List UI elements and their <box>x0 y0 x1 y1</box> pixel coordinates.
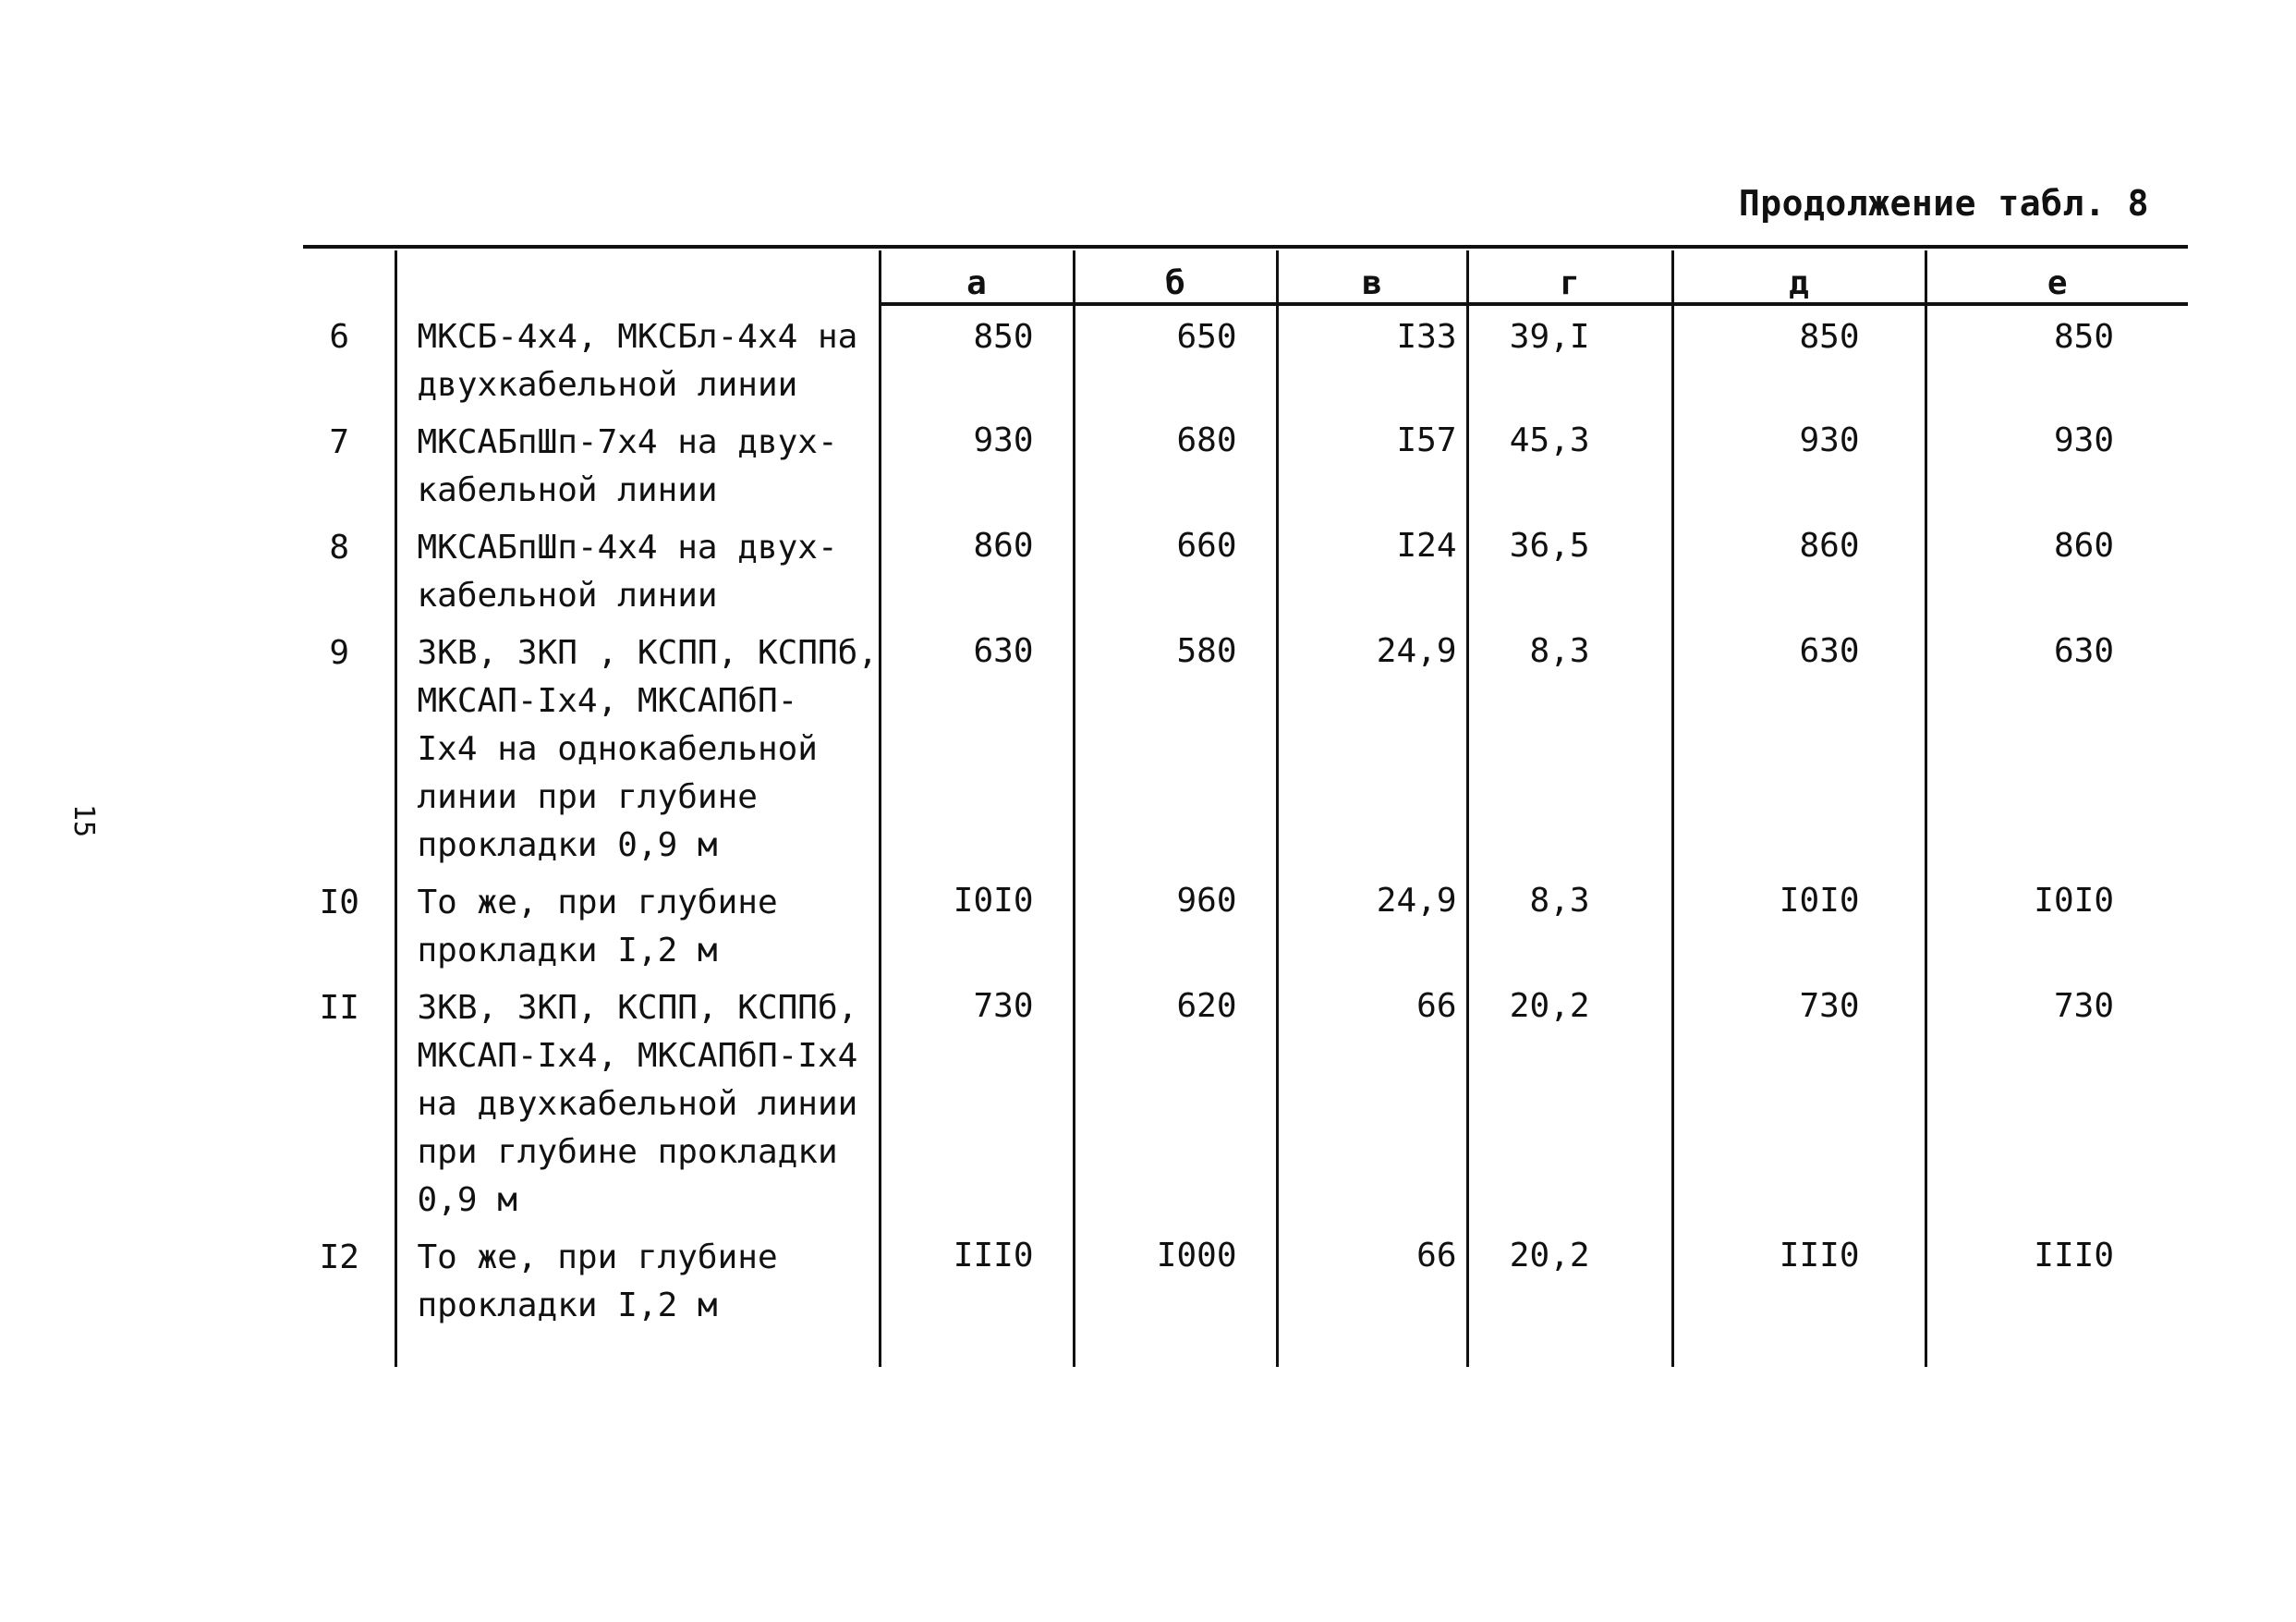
description-line: ЗКВ, ЗКП, КСПП, КСППб, <box>417 989 858 1027</box>
cell-b: 960 <box>1074 870 1277 975</box>
column-header-a: а <box>880 250 1074 304</box>
cell-e: 860 <box>1925 515 2188 620</box>
row-description <box>395 409 880 515</box>
data-table <box>303 250 2188 1367</box>
row-number: 7 <box>329 423 350 461</box>
cell-v: I33 <box>1277 304 1467 409</box>
cell-e: 730 <box>1925 975 2188 1225</box>
row-description <box>395 515 880 620</box>
cell-e: I0I0 <box>1925 870 2188 975</box>
cell-b: 580 <box>1074 620 1277 870</box>
description-line: прокладки I,2 м <box>417 1287 718 1324</box>
column-header-b: б <box>1074 250 1277 304</box>
column-header-e: е <box>1925 250 2188 304</box>
description-line: кабельной линии <box>417 577 718 615</box>
cell-d: III0 <box>1672 1225 1925 1367</box>
column-header-d: д <box>1672 250 1925 304</box>
cell-b: 620 <box>1074 975 1277 1225</box>
cell-e: III0 <box>1925 1225 2188 1367</box>
description-line: МКСАП-Iх4, МКСАПбП- <box>417 682 798 720</box>
row-number: 8 <box>329 529 350 567</box>
cell-g: 8,3 <box>1467 620 1672 870</box>
table-row <box>303 870 2188 975</box>
cell-d: I0I0 <box>1672 870 1925 975</box>
description-line: кабельной линии <box>417 471 718 509</box>
cell-g: 36,5 <box>1467 515 1672 620</box>
cell-v: I57 <box>1277 409 1467 515</box>
description-line: То же, при глубине <box>417 1238 778 1276</box>
row-number: II <box>319 989 359 1027</box>
row-description <box>395 620 880 870</box>
cell-a: III0 <box>880 1225 1074 1367</box>
cell-v: 24,9 <box>1277 870 1467 975</box>
cell-d: 630 <box>1672 620 1925 870</box>
table-caption: Продолжение табл. 8 <box>1738 183 2149 224</box>
description-line: Iх4 на однокабельной <box>417 730 818 768</box>
cell-d: 860 <box>1672 515 1925 620</box>
row-description <box>395 975 880 1225</box>
table-row <box>303 409 2188 515</box>
description-line: МКСБ-4х4, МКСБл-4х4 на <box>417 318 858 356</box>
table-body <box>303 304 2188 1367</box>
cell-d: 730 <box>1672 975 1925 1225</box>
cell-g: 20,2 <box>1467 975 1672 1225</box>
description-line: прокладки I,2 м <box>417 932 718 970</box>
cell-e: 630 <box>1925 620 2188 870</box>
table-row <box>303 304 2188 409</box>
cell-b: 680 <box>1074 409 1277 515</box>
table-row <box>303 515 2188 620</box>
cell-e: 930 <box>1925 409 2188 515</box>
description-line: при глубине прокладки <box>417 1133 838 1171</box>
cell-g: 20,2 <box>1467 1225 1672 1367</box>
cell-g: 8,3 <box>1467 870 1672 975</box>
column-header-g: г <box>1467 250 1672 304</box>
description-line: прокладки 0,9 м <box>417 826 718 864</box>
row-number: I2 <box>319 1238 359 1276</box>
row-number: I0 <box>319 884 359 921</box>
cell-b: I000 <box>1074 1225 1277 1367</box>
cell-a: 860 <box>880 515 1074 620</box>
cell-a: 630 <box>880 620 1074 870</box>
header-desc <box>395 250 880 304</box>
cell-b: 660 <box>1074 515 1277 620</box>
description-line: МКСАБпШп-4х4 на двух- <box>417 529 838 567</box>
cell-a: 930 <box>880 409 1074 515</box>
description-line: двухкабельной линии <box>417 366 798 404</box>
cell-v: 24,9 <box>1277 620 1467 870</box>
cell-d: 930 <box>1672 409 1925 515</box>
table-header-row <box>303 250 2188 304</box>
table-row <box>303 1225 2188 1367</box>
table-row <box>303 620 2188 870</box>
row-description <box>395 870 880 975</box>
row-number: 6 <box>329 318 350 356</box>
cell-g: 39,I <box>1467 304 1672 409</box>
cell-a: 850 <box>880 304 1074 409</box>
table-top-rule <box>303 245 2188 249</box>
description-line: 0,9 м <box>417 1181 517 1219</box>
description-line: на двухкабельной линии <box>417 1085 858 1123</box>
cell-b: 650 <box>1074 304 1277 409</box>
cell-e: 850 <box>1925 304 2188 409</box>
cell-v: I24 <box>1277 515 1467 620</box>
header-num <box>303 250 395 304</box>
row-description <box>395 1225 880 1367</box>
page-number: 15 <box>67 804 100 838</box>
cell-d: 850 <box>1672 304 1925 409</box>
cell-a: 730 <box>880 975 1074 1225</box>
cell-v: 66 <box>1277 1225 1467 1367</box>
row-description <box>395 304 880 409</box>
table-row <box>303 975 2188 1225</box>
description-line: МКСАБпШп-7х4 на двух- <box>417 423 838 461</box>
cell-a: I0I0 <box>880 870 1074 975</box>
cell-g: 45,3 <box>1467 409 1672 515</box>
description-line: МКСАП-Iх4, МКСАПбП-Iх4 <box>417 1037 858 1075</box>
column-header-v: в <box>1277 250 1467 304</box>
description-line: линии при глубине <box>417 778 758 816</box>
cell-v: 66 <box>1277 975 1467 1225</box>
description-line: ЗКВ, ЗКП , КСПП, КСППб, <box>417 634 878 672</box>
row-number: 9 <box>329 634 350 672</box>
description-line: То же, при глубине <box>417 884 778 921</box>
